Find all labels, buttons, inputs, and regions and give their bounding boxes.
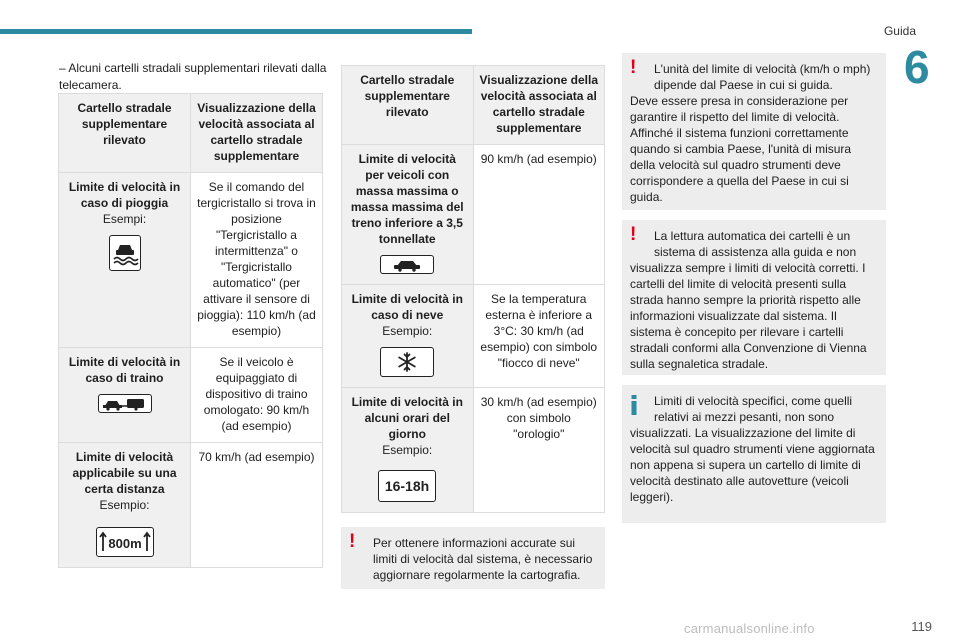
intro-text: – Alcuni cartelli stradali supplementari rilevati dalla telecamera.	[59, 61, 327, 92]
sign-title: Limite di velocità applicabile su una certa distanza	[72, 450, 177, 496]
col-header-display: Visualizzazione della velocità associata al cartello stradale supplementare	[191, 94, 323, 173]
warning-icon: !	[630, 57, 637, 78]
col-header-sign: Cartello stradale supplementare rilevato	[59, 94, 191, 173]
sign-title: Limite di velocità in caso di pioggia	[68, 180, 181, 210]
sign-subtitle: Esempio:	[382, 443, 433, 457]
distance-800m-icon	[96, 527, 154, 557]
display-cell: Se il veicolo è equipaggiato di dispositivo di traino omologato: 90 km/h (ad esempio)	[191, 348, 323, 443]
note-automatic-reading	[622, 220, 886, 375]
note-speed-units	[622, 53, 886, 210]
display-cell: Se il comando del tergicristallo si trova in posizione "Tergicristallo a intermittenza" o "Tergicristallo automatico" (per attivare il sensore di pioggia): 110 km/h (ad esempio)	[191, 173, 323, 348]
sign-cell	[59, 348, 191, 443]
chapter-number: 6	[904, 41, 930, 93]
note-lead-text: La lettura automatica dei cartelli è un sistema di assistenza alla guida e non	[654, 229, 857, 259]
svg-text:800m: 800m	[107, 536, 142, 551]
car-icon	[380, 255, 434, 274]
note-text: Per ottenere informazioni accurate sui limiti di velocità dal sistema, è necessario aggiornare regolarmente la cartografia.	[373, 536, 593, 582]
note-lead-text: Limiti di velocità specifici, come quelli relativi ai mezzi pesanti, non sono	[654, 394, 853, 424]
signs-table-left	[58, 93, 323, 568]
snowflake-icon	[380, 347, 434, 377]
note-specific-limits	[622, 385, 886, 523]
sign-cell	[59, 443, 191, 568]
page-number: 119	[911, 619, 932, 634]
section-title: Guida	[883, 24, 916, 38]
display-cell: 70 km/h (ad esempio)	[191, 443, 323, 568]
sign-title: Limite di velocità in alcuni orari del giorno	[351, 395, 463, 441]
warning-icon: !	[630, 224, 637, 245]
sign-subtitle: Esempio:	[99, 498, 150, 512]
note-text: Deve essere presa in considerazione per garantire il rispetto del limite di velocità. Affinché il sistema funzioni correttamente quando si cambia Paese, l'unità di misura della velocità sul quadro strumenti deve corrispondere a quella del Paese in cui si guida.	[630, 94, 852, 204]
sign-title: Limite di velocità in caso di neve	[351, 292, 463, 322]
col-header-display: Visualizzazione della velocità associata al cartello stradale supplementare	[473, 66, 605, 145]
sign-cell	[342, 388, 474, 513]
watermark: carmanualsonline.info	[684, 621, 815, 636]
sign-cell	[342, 285, 474, 388]
table-header-row	[59, 94, 323, 173]
note-text: visualizzati. La visualizzazione del limite di velocità sul quadro strumenti viene aggiornata non appena si supera un cartello di limite di velocità destinato alle autovetture (veicoli leggeri).	[630, 426, 875, 504]
rain-road-icon	[109, 235, 141, 271]
table-row	[59, 348, 323, 443]
table-row	[342, 285, 605, 388]
sign-title: Limite di velocità in caso di traino	[68, 355, 181, 385]
svg-text:16-18h: 16-18h	[385, 478, 430, 494]
sign-title: Limite di velocità per veicoli con massa massima o massa massima del treno inferiore a 3,5 tonnellate	[350, 152, 464, 246]
header-accent-bar	[0, 29, 472, 34]
sign-subtitle: Esempio:	[382, 324, 433, 338]
table-header-row	[342, 66, 605, 145]
sign-cell	[342, 145, 474, 285]
sign-cell	[59, 173, 191, 348]
table-row	[342, 388, 605, 513]
display-cell: 30 km/h (ad esempio) con simbolo "orologio"	[473, 388, 605, 513]
time-range-icon	[378, 470, 436, 502]
warning-icon: !	[349, 531, 356, 552]
display-cell: Se la temperatura esterna è inferiore a 3°C: 30 km/h (ad esempio) con simbolo "fiocco di neve"	[473, 285, 605, 388]
note-lead-text: L'unità del limite di velocità (km/h o mph) dipende dal Paese in cui si guida.	[654, 62, 871, 92]
info-icon	[631, 395, 637, 415]
table-row	[342, 145, 605, 285]
table-row	[59, 443, 323, 568]
display-cell: 90 km/h (ad esempio)	[473, 145, 605, 285]
note-cartography	[341, 527, 605, 589]
col-header-sign: Cartello stradale supplementare rilevato	[342, 66, 474, 145]
table-row	[59, 173, 323, 348]
note-text: visualizza sempre i limiti di velocità corretti. I cartelli del limite di velocità presenti sulla strada hanno sempre la priorità rispetto alle informazioni visualizzate dal sistema. Il sistema è concepito per rilevare i cartelli stradali conformi alla Convenzione di Vienna sulla segnaletica stradale.	[630, 261, 867, 371]
car-trailer-icon	[98, 394, 152, 413]
sign-subtitle: Esempi:	[102, 212, 147, 226]
signs-table-right	[341, 65, 605, 513]
